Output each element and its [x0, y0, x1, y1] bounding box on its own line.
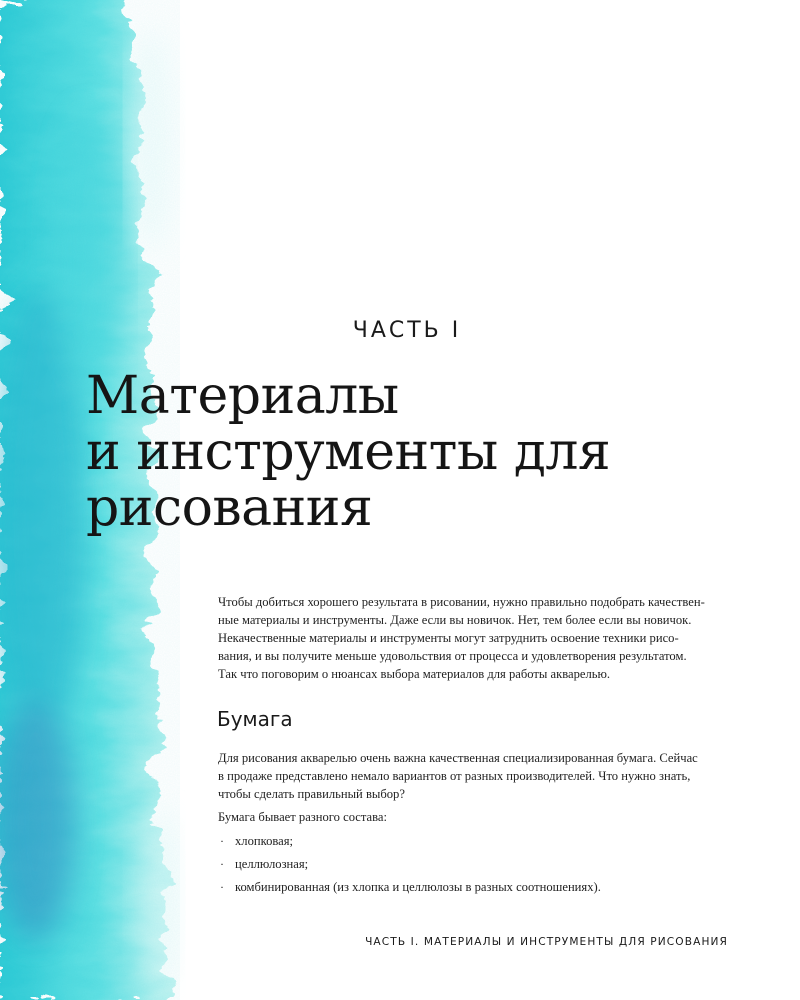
section-heading-paper: Бумага: [217, 707, 293, 731]
intro-line: Чтобы добиться хорошего результата в рисовании, нужно правильно подобрать качествен-: [218, 595, 705, 609]
paragraph-line: в продаже представлено немало вариантов от разных производителей. Что нужно знать,: [218, 769, 691, 783]
chapter-title-line: рисования: [86, 478, 373, 538]
list-item: [218, 878, 738, 901]
composition-paragraph: [218, 808, 730, 826]
bullet-icon: ·: [220, 857, 224, 871]
intro-line: вания, и вы получите меньше удовольствия от процесса и удовлетворения результатом.: [218, 649, 687, 663]
chapter-title-line: и инструменты для: [86, 422, 611, 482]
part-label: ЧАСТЬ I: [352, 318, 462, 343]
chapter-title-line: Материалы: [86, 366, 399, 426]
running-footer: ЧАСТЬ I. МАТЕРИАЛЫ И ИНСТРУМЕНТЫ ДЛЯ РИСОВАНИЯ: [365, 936, 728, 948]
list-item: [218, 855, 738, 878]
list-item-text: целлюлозная;: [235, 857, 309, 871]
paper-types-list: [218, 832, 738, 901]
intro-paragraph: [218, 593, 730, 683]
intro-line: ные материалы и инструменты. Даже если вы новичок. Нет, тем более если вы новичок.: [218, 613, 692, 627]
bullet-icon: ·: [220, 880, 224, 894]
intro-line: Так что поговорим о нюансах выбора материалов для работы акварелью.: [218, 667, 611, 681]
chapter-title: [86, 368, 776, 536]
paragraph-line: Бумага бывает разного состава:: [218, 810, 388, 824]
list-item: [218, 832, 738, 855]
list-item-text: комбинированная (из хлопка и целлюлозы в разных соотношениях).: [235, 880, 601, 894]
bullet-icon: ·: [220, 834, 224, 848]
paper-paragraph: [218, 749, 730, 803]
intro-line: Некачественные материалы и инструменты могут затруднить освоение техники рисо-: [218, 631, 679, 645]
paragraph-line: Для рисования акварелью очень важна качественная специализированная бумага. Сейчас: [218, 751, 698, 765]
paragraph-line: чтобы сделать правильный выбор?: [218, 787, 405, 801]
list-item-text: хлопковая;: [235, 834, 294, 848]
